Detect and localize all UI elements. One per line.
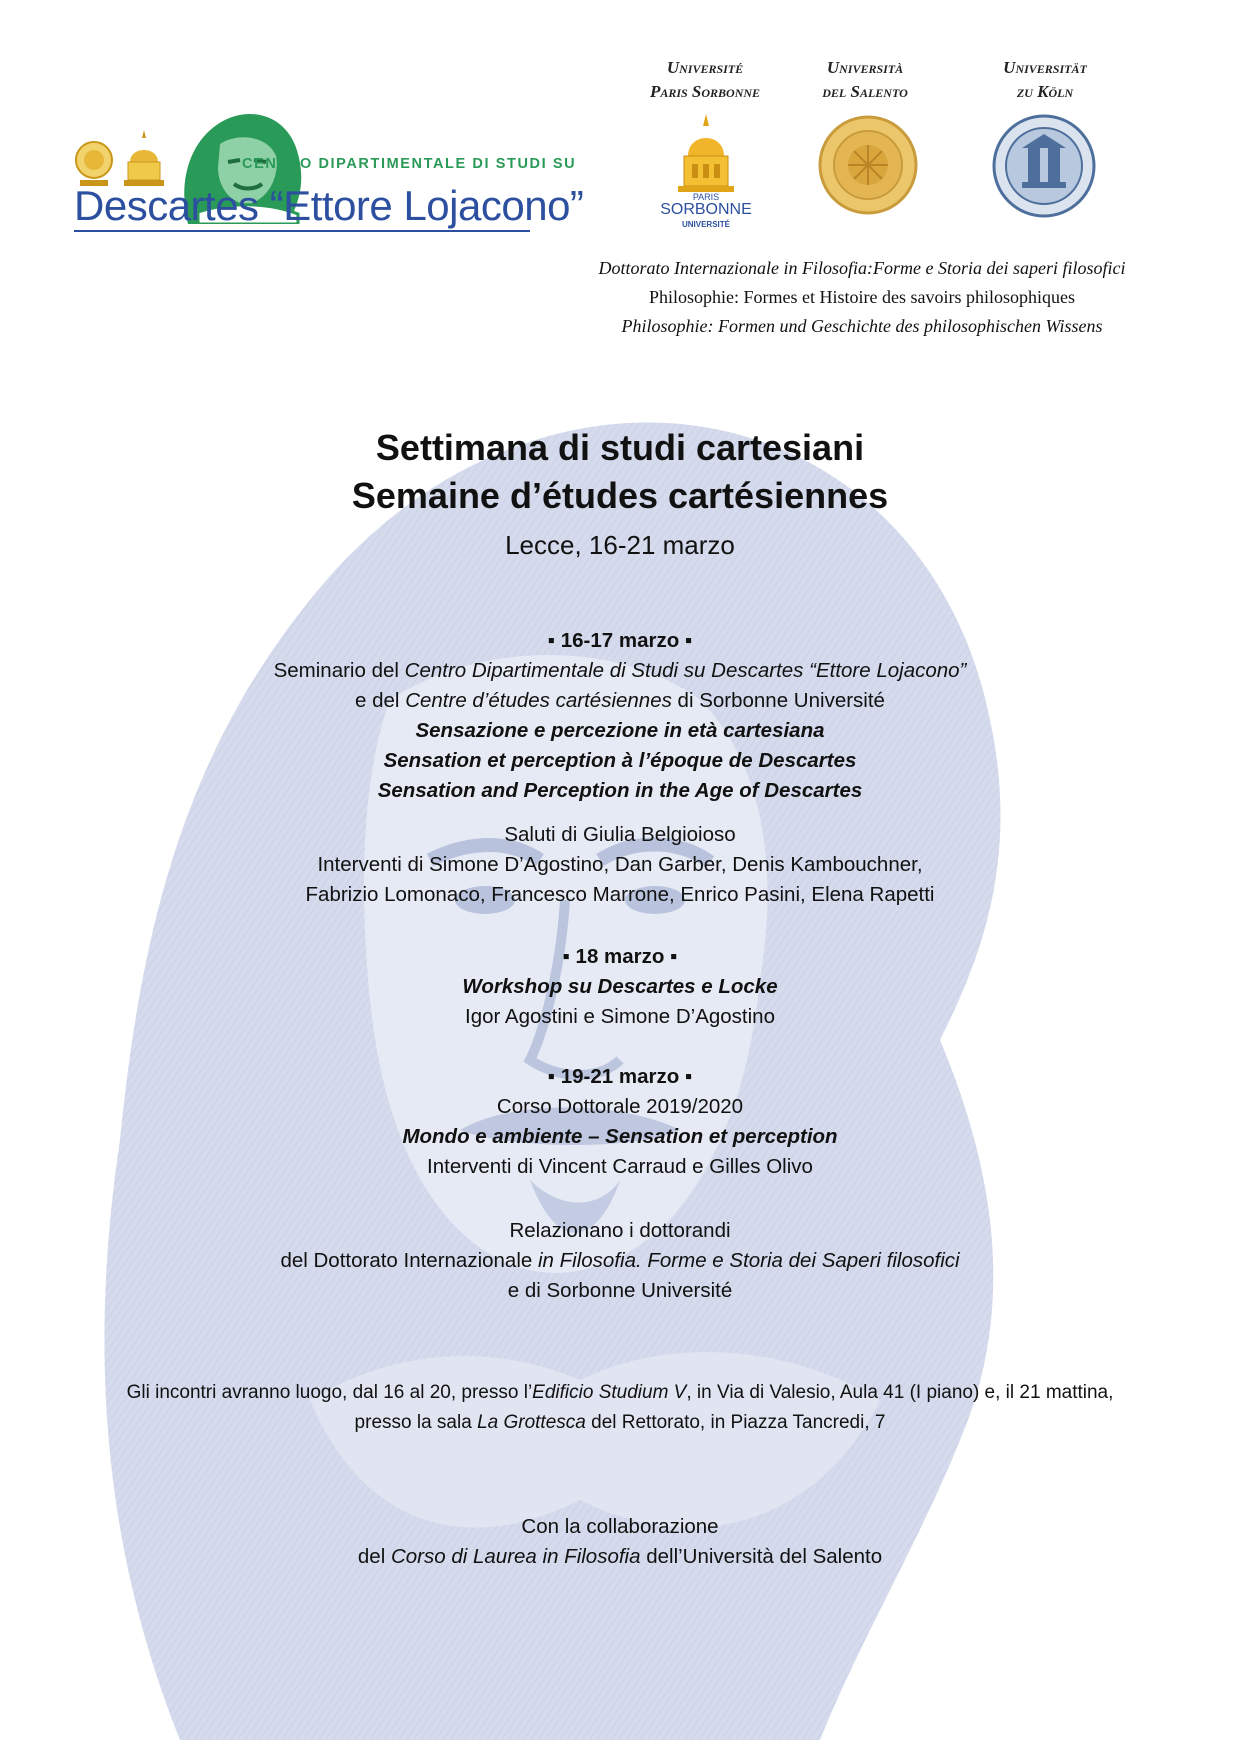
university-zu-koln xyxy=(960,56,1130,104)
doctorate-french: Philosophie: Formes et Histoire des savoirs philosophiques xyxy=(649,287,1075,307)
doctoral-line1: Relazionano i dottorandi xyxy=(509,1219,731,1242)
event-title xyxy=(60,424,1180,520)
university-del-salento xyxy=(780,56,950,104)
session-date: ▪ 19-21 marzo ▪ xyxy=(547,1065,693,1088)
doctorate-italian: Dottorato Internazionale in Filosofia:Forme e Storia dei saperi filosofici xyxy=(598,258,1126,278)
sorbonne-logo-line2: SORBONNE xyxy=(660,201,752,218)
degree-name: Corso di Laurea in Filosofia xyxy=(390,1545,641,1568)
collaboration-line2 xyxy=(60,1542,1180,1572)
session-date: ▪ 16-17 marzo ▪ xyxy=(547,629,693,652)
centro-name: Centro Dipartimentale di Studi su Descartes “Ettore Lojacono” xyxy=(404,659,967,682)
course-name: Corso Dottorale 2019/2020 xyxy=(496,1095,744,1118)
doctorate-program xyxy=(542,254,1182,341)
centro-logo-title: Descartes “Ettore Lojacono” xyxy=(74,182,584,229)
session-date: ▪ 18 marzo ▪ xyxy=(562,945,678,968)
text-span: di Sorbonne Université xyxy=(671,689,885,712)
doctoral-speakers xyxy=(60,1216,1180,1306)
place-date: Lecce, 16-21 marzo xyxy=(505,530,735,560)
session-19-21-march xyxy=(60,1062,1180,1182)
speakers-line1: Interventi di Simone D’Agostino, Dan Garber, Denis Kambouchner, xyxy=(317,853,923,876)
text-span: presso la sala xyxy=(354,1412,478,1433)
text-span: del Rettorato, in Piazza Tancredi, 7 xyxy=(585,1412,886,1433)
university-name-line2: zu Köln xyxy=(1016,82,1074,101)
seminar-line1 xyxy=(60,656,1180,686)
university-name-line1: Universität xyxy=(1003,58,1087,77)
text-span: Gli incontri avranno luogo, dal 16 al 20, presso l’ xyxy=(126,1382,533,1403)
session-18-march xyxy=(60,942,1180,1032)
university-name-line2: Paris Sorbonne xyxy=(649,82,761,101)
workshop-title: Workshop su Descartes e Locke xyxy=(462,975,778,998)
collaboration-line1: Con la collaborazione xyxy=(521,1515,719,1538)
sorbonne-dome-icon xyxy=(122,128,166,190)
venue-line1 xyxy=(60,1378,1180,1408)
doctoral-line2 xyxy=(60,1246,1180,1276)
workshop-speakers: Igor Agostini e Simone D’Agostino xyxy=(465,1005,775,1028)
doctorate-german: Philosophie: Formen und Geschichte des philosophischen Wissens xyxy=(621,316,1103,336)
doctoral-line3: e di Sorbonne Université xyxy=(507,1279,733,1302)
sorbonne-logo-line3: UNIVERSITÉ xyxy=(681,220,731,229)
course-speakers: Interventi di Vincent Carraud e Gilles Olivo xyxy=(427,1155,813,1178)
title-italian: Settimana di studi cartesiani xyxy=(375,427,865,468)
course-topic: Mondo e ambiente – Sensation et perception xyxy=(402,1125,838,1148)
logo-underline xyxy=(74,230,530,232)
greetings: Saluti di Giulia Belgioioso xyxy=(504,823,736,846)
topic-italian: Sensazione e percezione in età cartesiana xyxy=(415,719,825,742)
centro-logo-subtitle: CENTRO DIPARTIMENTALE DI STUDI SU xyxy=(242,156,577,172)
room-name: La Grottesca xyxy=(477,1412,586,1433)
salento-seal-icon xyxy=(818,115,918,215)
seminar-line2 xyxy=(60,686,1180,716)
sorbonne-logo-line1: PARIS xyxy=(692,192,720,202)
text-span: , in Via di Valesio, Aula 41 (I piano) e, il 21 mattina, xyxy=(686,1382,1114,1403)
text-span: e del xyxy=(355,689,406,712)
collaboration xyxy=(60,1512,1180,1572)
centre-name: Centre d’études cartésiennes xyxy=(405,689,672,712)
sorbonne-universite-logo xyxy=(636,112,776,232)
text-span: del xyxy=(357,1545,391,1568)
program-name: in Filosofia. Forme e Storia dei Saperi filosofici xyxy=(538,1249,960,1272)
text-span: Seminario del xyxy=(273,659,405,682)
venue-line2 xyxy=(60,1408,1180,1438)
text-span: dell’Università del Salento xyxy=(640,1545,883,1568)
title-french: Semaine d’études cartésiennes xyxy=(351,475,889,516)
speakers-line2: Fabrizio Lomonaco, Francesco Marrone, Enrico Pasini, Elena Rapetti xyxy=(305,883,935,906)
university-name-line1: Université xyxy=(666,58,744,77)
session-16-17-march xyxy=(60,626,1180,910)
university-paris-sorbonne xyxy=(620,56,790,104)
text-span: del Dottorato Internazionale xyxy=(280,1249,538,1272)
building-name: Edificio Studium V xyxy=(532,1382,687,1403)
venue-info xyxy=(60,1378,1180,1438)
university-name-line2: del Salento xyxy=(822,82,908,101)
koln-seal-icon xyxy=(992,114,1096,218)
centro-descartes-logo xyxy=(72,100,584,240)
topic-english: Sensation and Perception in the Age of Descartes xyxy=(377,779,863,802)
university-name-line1: Università xyxy=(826,58,904,77)
topic-french: Sensation et perception à l’époque de Descartes xyxy=(383,749,857,772)
